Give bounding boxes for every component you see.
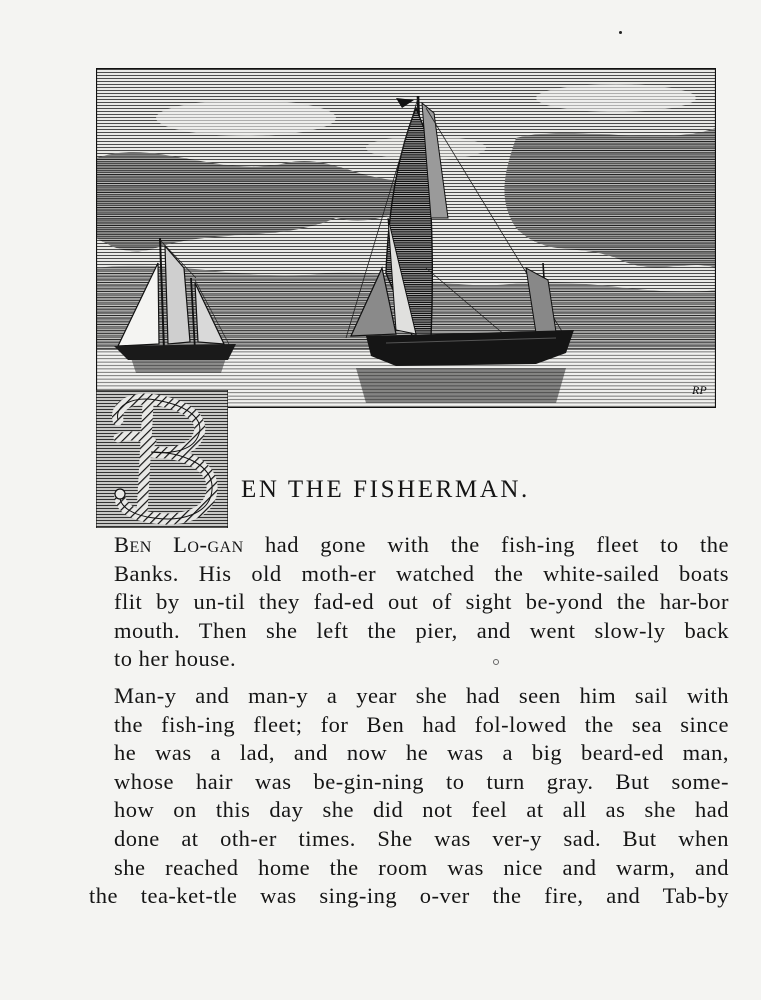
paragraph-2 xyxy=(89,682,729,911)
text-line: whose hair was be-gin-ning to turn gray. But some- xyxy=(114,768,729,794)
text-line: done at oth-er times. She was ver-y sad. But when xyxy=(114,825,729,851)
text-line: the fish-ing fleet; for Ben had fol-lowed the sea since xyxy=(114,711,729,737)
print-speck xyxy=(619,31,622,34)
engraver-monogram: RP xyxy=(692,383,707,397)
text-line: mouth. Then she left the pier, and went slow-ly back xyxy=(114,617,729,643)
text-line: Banks. His old moth-er watched the white-sailed boats xyxy=(114,560,729,586)
rope-drop-cap xyxy=(96,390,228,528)
text-line: had gone with the fish-ing fleet to the xyxy=(243,532,729,557)
text-line: he was a lad, and now he was a big beard-ed man, xyxy=(114,740,729,766)
sailing-boats-illustration xyxy=(96,68,716,408)
story-title: EN THE FISHERMAN. xyxy=(241,476,530,503)
text-line: flit by un-til they fad-ed out of sight be-yond the har-bor xyxy=(114,589,729,615)
print-speck xyxy=(493,659,499,665)
paragraph-1 xyxy=(89,531,729,674)
lead-smallcaps: Ben Lo-gan xyxy=(114,532,244,557)
text-line: she reached home the room was nice and warm, and xyxy=(114,854,729,880)
story-body xyxy=(89,531,729,911)
text-line: how on this day she did not feel at all as she had xyxy=(114,797,729,823)
text-line: Man-y and man-y a year she had seen him sail with xyxy=(114,682,729,708)
text-line xyxy=(89,531,729,560)
text-line: to her house. xyxy=(114,646,237,672)
text-line: the tea-ket-tle was sing-ing o-ver the fire, and Tab-by xyxy=(89,883,729,909)
